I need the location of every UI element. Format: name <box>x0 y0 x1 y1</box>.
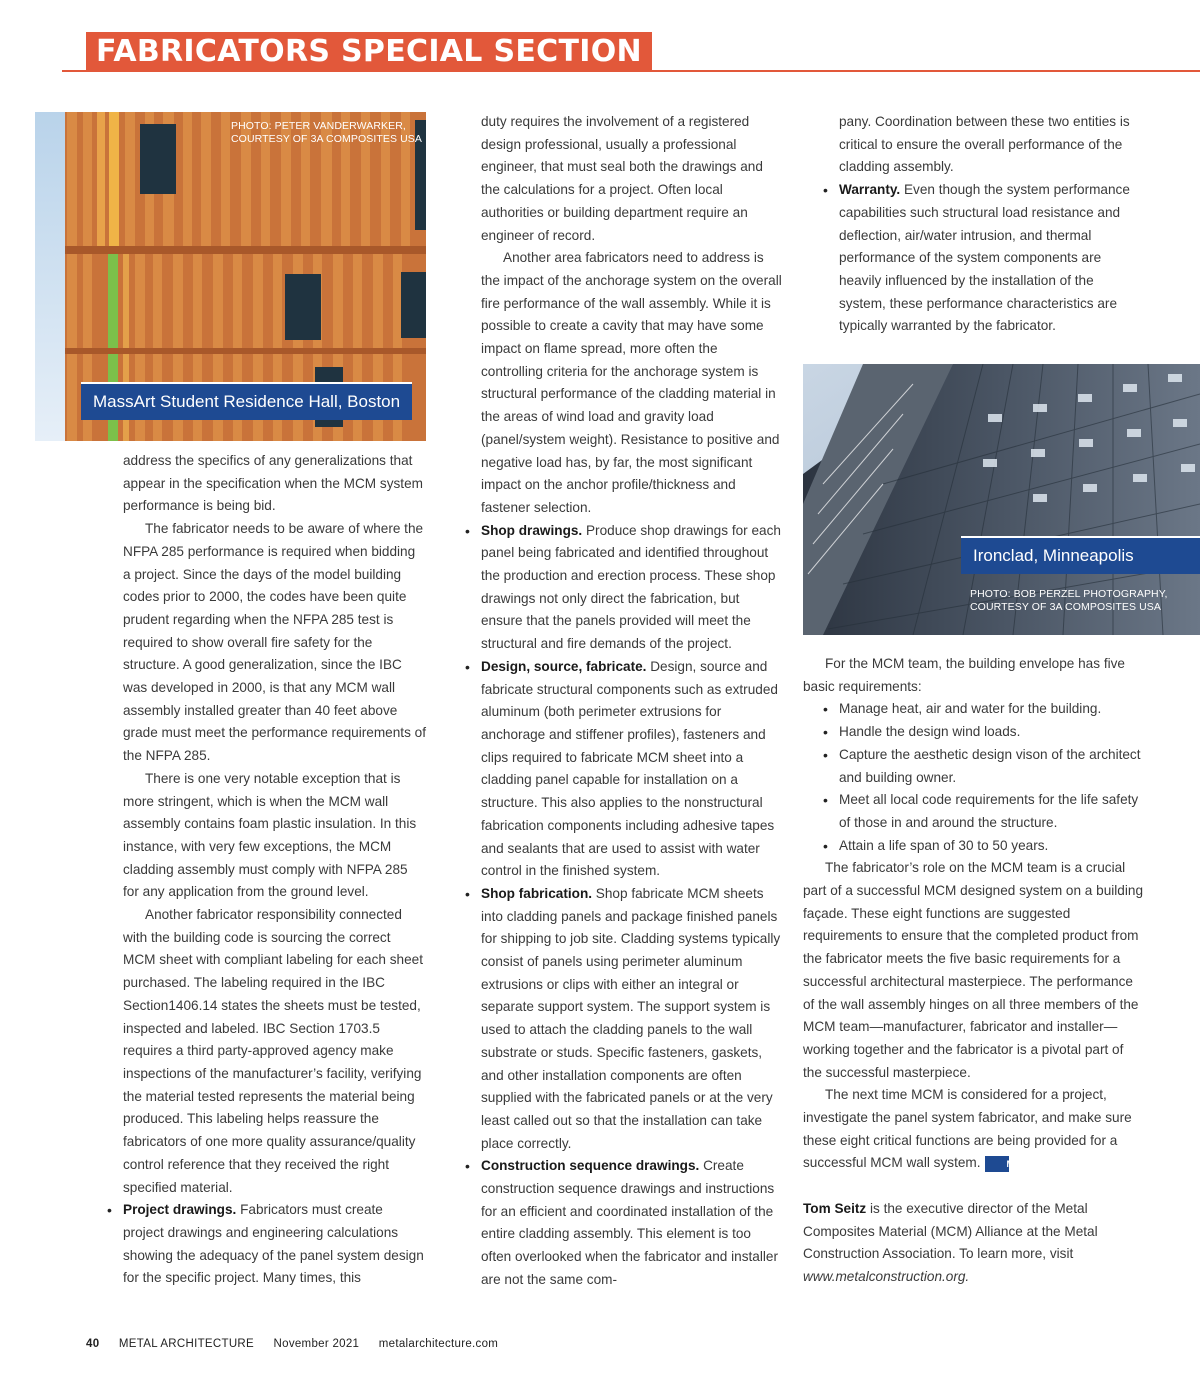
bullet-title: Project drawings. <box>123 1202 237 1218</box>
photo2-credit <box>970 588 1168 614</box>
photo1-credit <box>231 120 422 146</box>
closing-text: The next time MCM is considered for a project, investigate the panel system fabricator, and make sure these eight critical functions are being provided for a successful MCM wall system. <box>803 1087 1132 1171</box>
issue-date: November 2021 <box>273 1338 360 1350</box>
requirement-item: • Manage heat, air and water for the building. <box>839 698 1144 721</box>
col3-paragraph: For the MCM team, the building envelope has five basic requirements: <box>803 656 1125 694</box>
bio-url: www.metalconstruction.org. <box>803 1268 970 1284</box>
col2-bullet-list <box>481 520 783 1292</box>
section-title: FABRICATORS SPECIAL SECTION <box>86 32 652 71</box>
bullet-title: Construction sequence drawings. <box>481 1158 700 1174</box>
bullet-text: Shop fabricate MCM sheets into cladding panels and package finished panels for shipping to job site. Cladding systems typically consist of panels using perimeter aluminum extrusions or clips with either an integral or separate support system. The support system is used to attach the cladding panels to the wall substrate or studs. Specific fasteners, gaskets, and other installation components are often supplied with the fabricated panels or at the very least called out so that the installation can take place correctly. <box>481 885 781 1151</box>
bullet-title: Shop drawings. <box>481 522 583 538</box>
requirement-item: • Attain a life span of 30 to 50 years. <box>839 835 1144 858</box>
requirements-list <box>803 698 1144 857</box>
photo2-credit-line1: PHOTO: BOB PERZEL PHOTOGRAPHY, <box>970 588 1168 600</box>
author-bio <box>803 1198 1144 1289</box>
massart-photo <box>35 112 426 441</box>
bullet-text: Create construction sequence drawings and instructions for an efficient and coordinated installation of the entire cladding assembly. This element is too often overlooked when the fabricator and installer are not the same com- <box>481 1158 778 1287</box>
col3-bullet-list <box>839 179 1144 338</box>
bullet-design-source-fabricate <box>481 656 783 883</box>
col3-paragraph: The fabricator’s role on the MCM team is a crucial part of a successful MCM designed system on a building façade. These eight functions are suggested requirements to ensure that the completed product from the fabricator meets the five basic requirements for a successful architectural masterpiece. The performance of the wall assembly hinges on all three members of the MCM team—manufacturer, fabricator and installer—working together and the fabricator is a pivotal part of the successful masterpiece. <box>803 860 1144 1080</box>
bullet-title: Warranty. <box>839 182 901 198</box>
col1-bullet-list <box>123 1199 426 1290</box>
column-2 <box>481 111 783 1292</box>
bullet-text: Produce shop drawings for each panel being fabricated and identified throughout the production and erection process. These shop drawings not only direct the fabrication, but ensure that the panels provided will meet the structural and fire demands of the project. <box>481 522 781 652</box>
column-3-top <box>839 111 1144 338</box>
bullet-title: Design, source, fabricate. <box>481 658 647 674</box>
spacer <box>803 1175 1144 1198</box>
col3-paragraph <box>803 1084 1144 1175</box>
magazine-name: METAL ARCHITECTURE <box>118 1338 255 1350</box>
bullet-construction-sequence <box>481 1155 783 1291</box>
bullet-project-drawings <box>123 1199 426 1290</box>
bullet-warranty <box>839 179 1144 338</box>
bullet-text: Design, source and fabricate structural components such as extruded aluminum (both perimeter extrusions for anchorage and stiffener profiles), fasteners and clips required to fabricate MCM sheet into a cladding panel capable for installation on a structure. This also applies to the nonstructural fabrication components including adhesive tapes and sealants that are used to assist with water control in the finished system. <box>481 658 778 879</box>
col1-paragraph: The fabricator needs to be aware of where the NFPA 285 performance is required when bidding a project. Since the days of the model building codes prior to 2000, the codes have been quite prudent regarding when the NFPA 285 test is required to show overall fire safety for the structure. A good generalization, since the IBC was developed in 2000, is that any MCM wall assembly installed greater than 40 feet above grade must meet the performance requirements of the NFPA 285. <box>123 521 426 764</box>
bio-text: is the executive director of the Metal Composites Material (MCM) Alliance at the Metal Construction Association. To learn more, visit <box>803 1200 1098 1262</box>
col2-paragraph: Another area fabricators need to address is the impact of the anchorage system on the overall fire performance of the wall assembly. While it is possible to create a cavity that may have some impact on flame spread, more often the controlling criteria for the anchorage system is structural performance of the cladding material in the areas of wind load and gravity load (panel/system weight). Resistance to positive and negative load has, by far, the most significant impact on the anchor profile/thickness and fastener selection. <box>481 250 782 515</box>
page-number: 40 <box>86 1338 100 1350</box>
end-mark-logo: Ma <box>985 1156 1009 1172</box>
requirement-item: • Capture the aesthetic design vison of the architect and building owner. <box>839 744 1144 789</box>
bullet-shop-fabrication <box>481 883 783 1155</box>
col2-paragraph: duty requires the involvement of a registered design professional, usually a professional engineer, that must seal both the drawings and the calculations for a project. Often local authorities or building department require an engineer of record. <box>481 114 763 243</box>
bullet-title: Shop fabrication. <box>481 885 593 901</box>
page-footer <box>86 1338 514 1350</box>
photo2-credit-line2: COURTESY OF 3A COMPOSITES USA <box>970 601 1161 613</box>
col1-paragraph: There is one very notable exception that is more stringent, which is when the MCM wall assembly contains foam plastic insulation. In this instance, with very few exceptions, the MCM cladding assembly must comply with NFPA 285 for any application from the ground level. <box>123 770 417 900</box>
photo2-caption: Ironclad, Minneapolis <box>961 536 1200 574</box>
bullet-text: Even though the system performance capabilities such structural load resistance and deflection, air/water intrusion, and thermal performance of the system components are heavily influenced by the installation of the system, these performance characteristics are typically warranted by the fabricator. <box>839 182 1130 334</box>
requirement-item: • Handle the design wind loads. <box>839 721 1144 744</box>
requirement-item: • Meet all local code requirements for the life safety of those in and around the structure. <box>839 789 1144 834</box>
photo1-credit-line2: COURTESY OF 3A COMPOSITES USA <box>231 133 422 145</box>
photo1-credit-line1: PHOTO: PETER VANDERWARKER, <box>231 120 406 132</box>
col1-paragraph: address the specifics of any generalizations that appear in the specification when the MCM system performance is being bid. <box>123 453 423 514</box>
ironclad-photo <box>803 364 1200 635</box>
column-3-bottom <box>803 653 1144 1289</box>
photo1-caption: MassArt Student Residence Hall, Boston <box>81 382 412 420</box>
column-1 <box>123 450 426 1290</box>
website: metalarchitecture.com <box>378 1338 499 1350</box>
bullet-text: Fabricators must create project drawings and engineering calculations showing the adequacy of the panel system design for the specific project. Many times, this <box>123 1202 424 1286</box>
author-name: Tom Seitz <box>803 1200 867 1216</box>
col1-paragraph: Another fabricator responsibility connected with the building code is sourcing the correct MCM sheet with compliant labeling for each sheet purchased. The labeling required in the IBC Section1406.14 states the sheets must be tested, inspected and labeled. IBC Section 1703.5 requires a third party-approved agency make inspections of the manufacturer’s facility, verifying the material tested represents the material being produced. This labeling helps reassure the fabricators of one more quality assurance/quality control reference that they received the right specified material. <box>123 907 423 1195</box>
col3-continuation: pany. Coordination between these two entities is critical to ensure the overall performance of the cladding assembly. <box>839 114 1130 175</box>
bullet-shop-drawings <box>481 520 783 656</box>
